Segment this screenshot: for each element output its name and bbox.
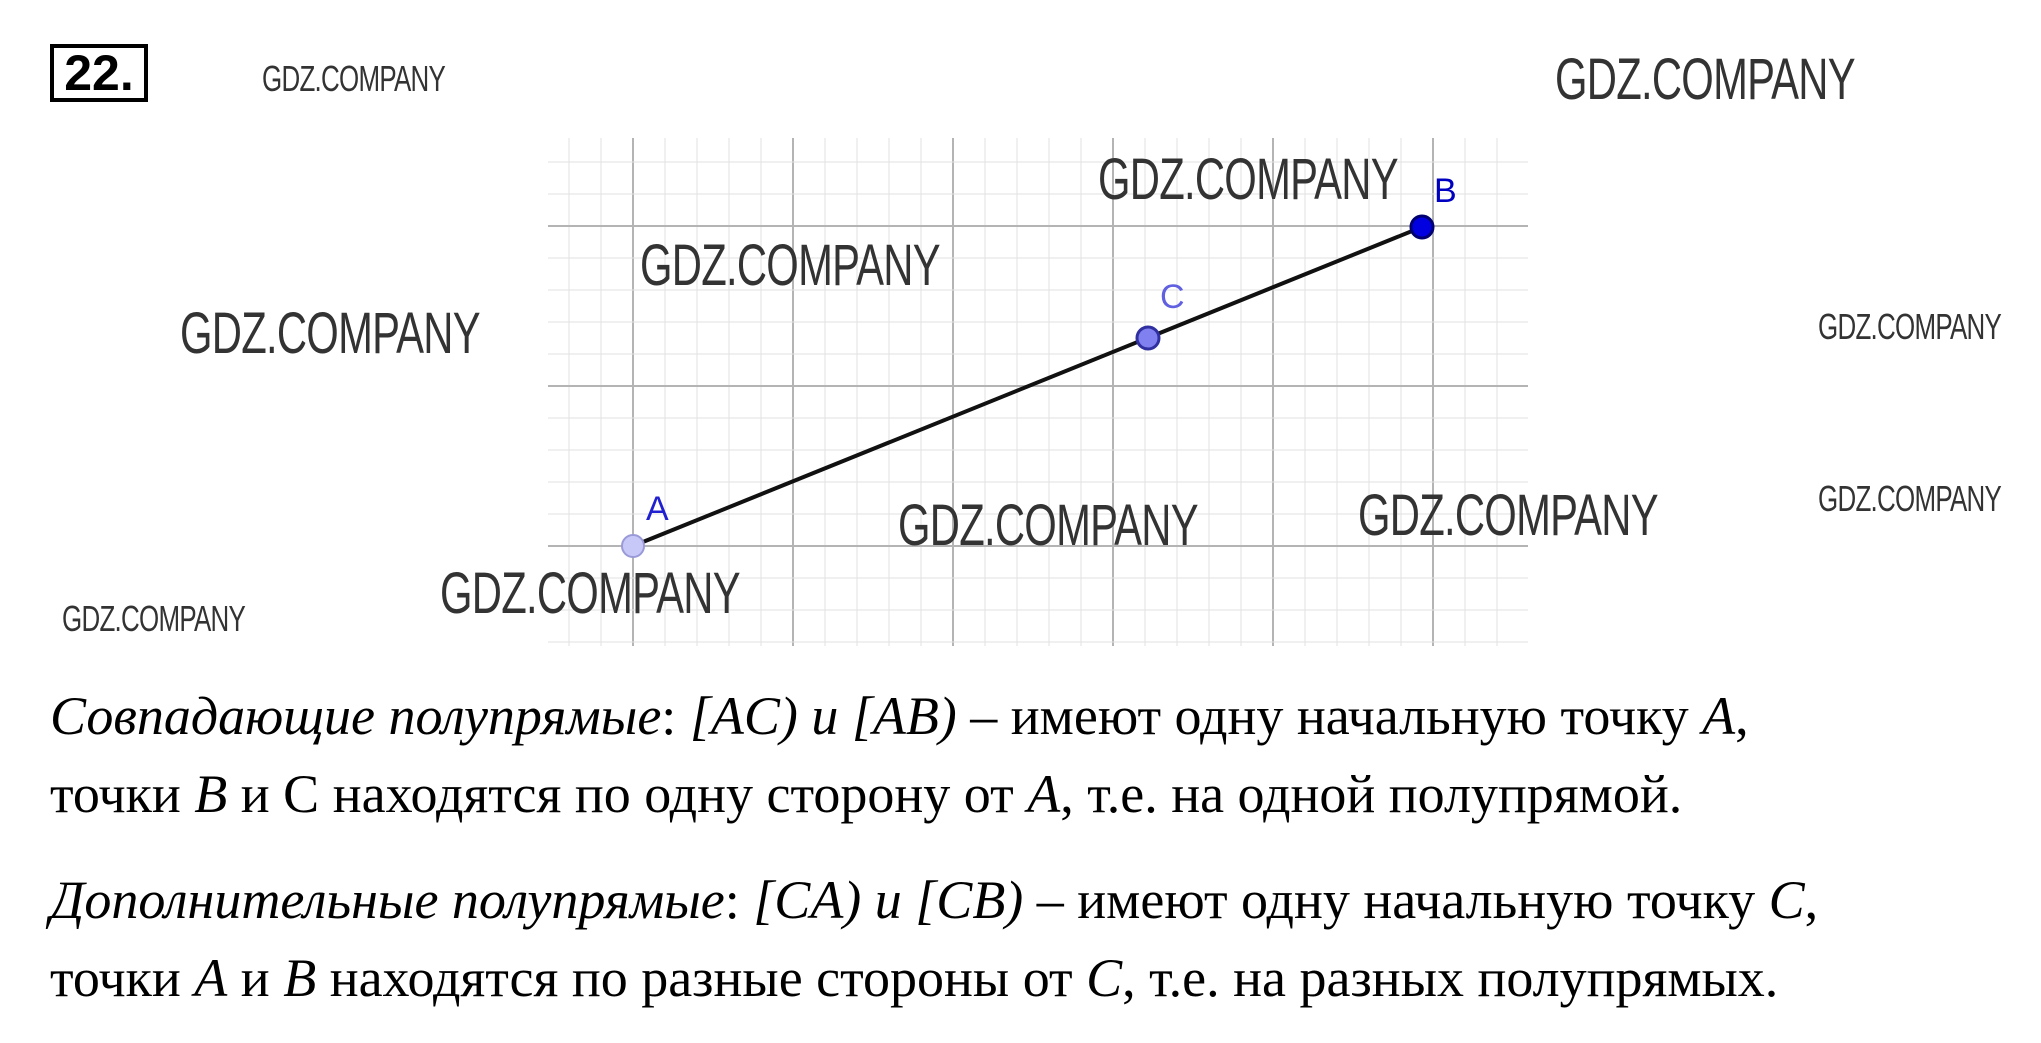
point-B <box>1411 216 1433 238</box>
label-B: B <box>1434 172 1457 210</box>
point-a-label: A <box>194 948 228 1008</box>
comma: , <box>1735 686 1749 746</box>
line2-part: и С находятся по одну сторону от <box>227 764 1028 824</box>
rays-ac-ab: [AC) и [AB) <box>689 686 957 746</box>
line2-part: , т.е. на одной полупрямой. <box>1060 764 1683 824</box>
watermark: GDZ.COMPANY <box>898 493 1198 558</box>
line4-part: находятся по разные стороны от <box>316 948 1087 1008</box>
watermark: GDZ.COMPANY <box>1555 47 1855 112</box>
line3-rest: – имеют одну начальную точку <box>1023 870 1769 930</box>
point-C <box>1137 327 1159 349</box>
watermark: GDZ.COMPANY <box>1358 483 1658 548</box>
text-line-4 <box>50 948 1778 1008</box>
task-number: 22. <box>50 44 148 102</box>
text-line-2 <box>50 764 1682 824</box>
comma: , <box>1804 870 1819 930</box>
watermark: GDZ.COMPANY <box>62 598 246 639</box>
point-a-label: A <box>1027 764 1061 824</box>
watermark: GDZ.COMPANY <box>640 233 940 298</box>
point-a-label: A <box>1702 686 1736 746</box>
line2-part: точки <box>50 764 195 824</box>
text-line-1 <box>50 686 1749 746</box>
point-b-label: B <box>194 764 228 824</box>
colon: : <box>724 870 740 930</box>
label-A: A <box>646 490 669 528</box>
point-c-label: C <box>1086 948 1123 1008</box>
label-C: C <box>1160 278 1185 316</box>
line4-part: и <box>227 948 284 1008</box>
term-coinciding-rays: Совпадающие полупрямые <box>50 686 662 746</box>
colon: : <box>661 686 677 746</box>
point-c-label: C <box>1768 870 1805 930</box>
point-b-label: B <box>283 948 317 1008</box>
line4-part: , т.е. на разных полупрямых. <box>1122 948 1779 1008</box>
watermark: GDZ.COMPANY <box>440 561 740 626</box>
watermark: GDZ.COMPANY <box>1098 147 1398 212</box>
line1-rest: – имеют одну начальную точку <box>956 686 1703 746</box>
rays-ca-cb: [CA) и [CB) <box>753 870 1024 930</box>
text-line-3 <box>50 870 1818 930</box>
line4-part: точки <box>50 948 195 1008</box>
watermark: GDZ.COMPANY <box>1818 306 2002 347</box>
watermark: GDZ.COMPANY <box>180 301 480 366</box>
point-A <box>622 535 644 557</box>
watermark: GDZ.COMPANY <box>262 58 446 99</box>
term-complementary-rays: Дополнительные полупрямые <box>50 870 725 930</box>
watermark: GDZ.COMPANY <box>1818 478 2002 519</box>
